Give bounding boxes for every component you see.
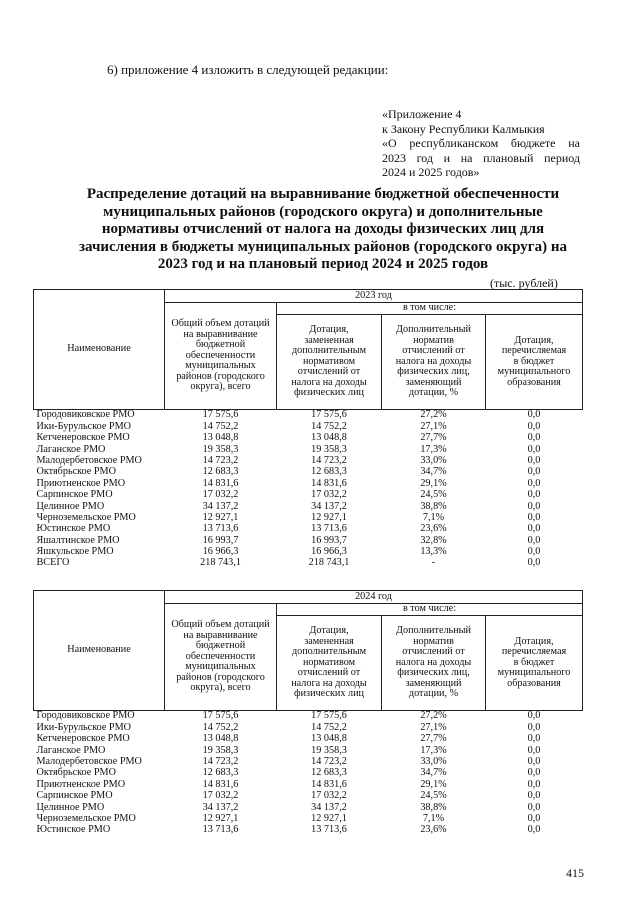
title-line: муниципальных районов (городского округа) и дополнительные xyxy=(103,203,543,220)
intro-text: 6) приложение 4 изложить в следующей редакции: xyxy=(107,62,389,77)
table-row: Лаганское РМО 19 358,3 19 358,3 17,3% 0,0 xyxy=(36,443,541,455)
table-row: Целинное РМО 34 137,2 34 137,2 38,8% 0,0 xyxy=(36,801,541,813)
table-row: Сарпинское РМО 17 032,2 17 032,2 24,5% 0,0 xyxy=(36,489,541,501)
column-header-total: Общий объем дотаций на выравнивание бюджетной обеспеченности муниципальных районов (городского округа), всего xyxy=(165,604,277,711)
column-header-additional: Дополнительный норматив отчислений от налога на доходы физических лиц, заменяющий дотации, % xyxy=(382,616,486,711)
table-row: Кетченеровское РМО 13 048,8 13 048,8 27,7% 0,0 xyxy=(36,733,541,745)
title-line: нормативы отчислений от налога на доходы физических лиц для xyxy=(101,221,545,237)
table-row: Лаганское РМО 19 358,3 19 358,3 17,3% 0,0 xyxy=(36,744,541,756)
table-row: Черноземельское РМО 12 927,1 12 927,1 7,1% 0,0 xyxy=(36,812,541,824)
column-header-total: Общий объем дотаций на выравнивание бюджетной обеспеченности муниципальных районов (городского округа), всего xyxy=(165,303,277,410)
table-row: Октябрьское РМО 12 683,3 12 683,3 34,7% 0,0 xyxy=(36,767,541,779)
document-title xyxy=(58,186,588,274)
appendix-line: «Приложение 4 xyxy=(382,107,462,121)
table-row: Малодербетовское РМО 14 723,2 14 723,2 33,0% 0,0 xyxy=(36,755,541,767)
table-row: Малодербетовское РМО 14 723,2 14 723,2 33,0% 0,0 xyxy=(36,454,541,466)
appendix-line: к Закону Республики Калмыкия xyxy=(382,121,545,136)
appendix-line: 2024 и 2025 годов» xyxy=(382,165,480,179)
table-row: Юстинское РМО 13 713,6 13 713,6 23,6% 0,0 xyxy=(36,523,541,535)
table-row: Яшалтинское РМО 16 993,7 16 993,7 32,8% 0,0 xyxy=(36,534,541,546)
column-header-additional: Дополнительный норматив отчислений от налога на доходы физических лиц, заменяющий дотации, % xyxy=(382,315,486,410)
table-2023 xyxy=(33,289,583,569)
table-row: Черноземельское РМО 12 927,1 12 927,1 7,1% 0,0 xyxy=(36,511,541,523)
title-line: зачисления в бюджеты муниципальных районов (городского округа) на xyxy=(79,238,567,255)
table-row: Приютненское РМО 14 831,6 14 831,6 29,1% 0,0 xyxy=(36,778,541,790)
including-header: в том числе: xyxy=(277,303,583,315)
appendix-line: «О республиканском бюджете на xyxy=(382,136,580,150)
table-row: Юстинское РМО 13 713,6 13 713,6 23,6% 0,0 xyxy=(36,824,541,836)
table-row: Сарпинское РМО 17 032,2 17 032,2 24,5% 0,0 xyxy=(36,790,541,802)
units-label: (тыс. рублей) xyxy=(490,276,558,290)
column-header-grant: Дотация, замененная дополнительным нормативом отчислений от налога на доходы физических лиц xyxy=(277,616,382,711)
table-row: Городовиковское РМО 17 575,6 17 575,6 27,2% 0,0 xyxy=(36,409,541,421)
title-line: 2023 год и на плановый период 2024 и 2025 годов xyxy=(157,256,489,272)
table-row: Целинное РМО 34 137,2 34 137,2 38,8% 0,0 xyxy=(36,500,541,512)
table-row: Ики-Бурульское РМО 14 752,2 14 752,2 27,1% 0,0 xyxy=(36,420,541,432)
column-header-name: Наименование xyxy=(34,290,165,410)
column-header-transfer: Дотация, перечисляемая в бюджет муниципального образования xyxy=(486,315,583,410)
appendix-line: 2023 год и на плановый период xyxy=(382,150,580,165)
total-row: ВСЕГО 218 743,1 218 743,1 - 0,0 xyxy=(36,557,541,569)
table-row: Октябрьское РМО 12 683,3 12 683,3 34,7% 0,0 xyxy=(36,466,541,478)
year-header: 2023 год xyxy=(165,290,583,303)
title-line: Распределение дотаций на выравнивание бюджетной обеспеченности xyxy=(86,186,560,202)
column-header-name: Наименование xyxy=(34,591,165,711)
page-number: 415 xyxy=(566,866,584,880)
table-row: Ики-Бурульское РМО 14 752,2 14 752,2 27,1% 0,0 xyxy=(36,721,541,733)
column-header-grant: Дотация, замененная дополнительным нормативом отчислений от налога на доходы физических лиц xyxy=(277,315,382,410)
table-row: Кетченеровское РМО 13 048,8 13 048,8 27,7% 0,0 xyxy=(36,432,541,444)
column-header-transfer: Дотация, перечисляемая в бюджет муниципального образования xyxy=(486,616,583,711)
table-2024 xyxy=(33,590,583,836)
including-header: в том числе: xyxy=(277,604,583,616)
table-row: Приютненское РМО 14 831,6 14 831,6 29,1% 0,0 xyxy=(36,477,541,489)
table-row: Яшкульское РМО 16 966,3 16 966,3 13,3% 0,0 xyxy=(36,546,541,558)
year-header: 2024 год xyxy=(165,591,583,604)
table-row: Городовиковское РМО 17 575,6 17 575,6 27,2% 0,0 xyxy=(36,710,541,722)
appendix-reference xyxy=(382,107,580,180)
